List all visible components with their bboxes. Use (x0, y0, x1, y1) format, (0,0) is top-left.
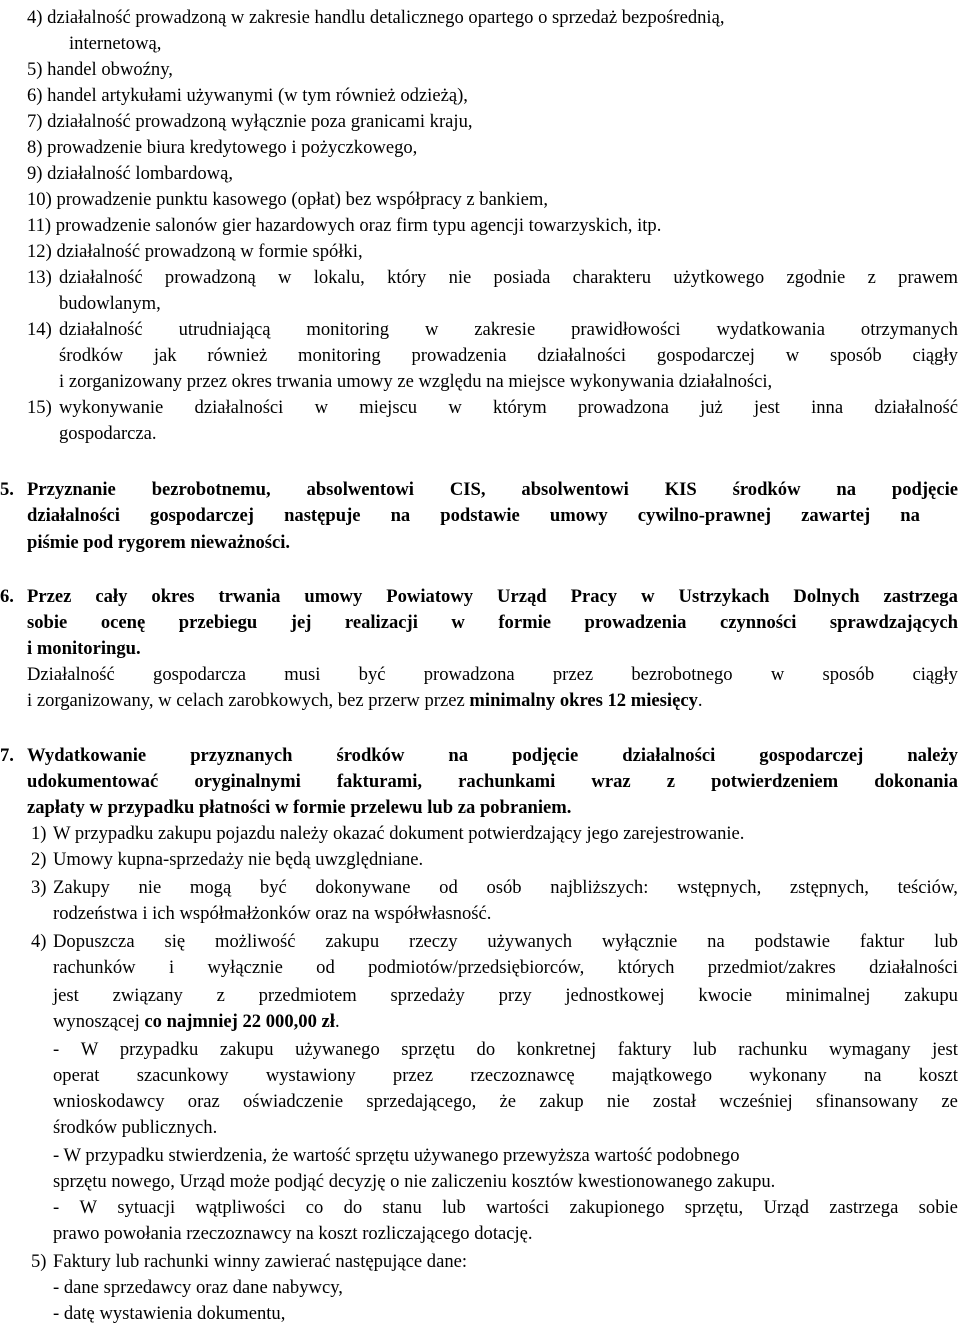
list-text-line-word: najbliższych: (550, 877, 649, 898)
list-text-line-word: wydatkowania (716, 319, 825, 340)
note-line (53, 1197, 958, 1221)
list-text-word: posiada (493, 267, 551, 288)
list-text: prowadzenie salonów gier hazardowych oraz firm typu agencji towarzyskich, itp. (55, 215, 662, 236)
list-text-line-word: związany (112, 985, 183, 1006)
paragraph-text-word: sposób (822, 664, 875, 685)
list-text-line-word: jak (153, 345, 177, 366)
list-text-line-word: w (424, 319, 439, 340)
note-text-word: przez (392, 1065, 434, 1086)
list-text-word: prawem (898, 267, 958, 288)
paragraph-text-word: być (358, 664, 386, 685)
heading-text-word: okres (151, 586, 195, 607)
note-text-word: wymagany (828, 1039, 911, 1060)
note-text-word: - (53, 1197, 60, 1218)
heading-text-word: na (448, 745, 469, 766)
heading-text-word: jej (290, 612, 312, 633)
heading-text-word: Dolnych (793, 586, 860, 607)
note-text-word: oraz (187, 1091, 220, 1112)
heading-text-word: środków (336, 745, 405, 766)
heading-text-word: absolwentowi (306, 479, 414, 500)
paragraph-line (27, 690, 703, 714)
list-item-continuation (59, 345, 958, 369)
list-item-continuation: i zorganizowany przez okres trwania umowy ze względu na miejsce wykonywania działalności, (59, 371, 773, 392)
heading-text-word: trwania (218, 586, 281, 607)
list-number: 15) (27, 397, 52, 418)
note-text-word: - (53, 1039, 60, 1060)
heading-text-word: przyznanych (190, 745, 293, 766)
list-text-line-word: inna (811, 397, 844, 418)
note-text-word: stanu (382, 1197, 422, 1218)
list-text-line-word: od (316, 957, 335, 978)
paragraph-text-word: w (770, 664, 785, 685)
list-item (27, 189, 548, 213)
heading-text-word: następuje (284, 505, 361, 526)
list-text-line-word: lub (934, 931, 958, 952)
list-text-line-word: już (700, 397, 723, 418)
list-text-line-word: w (448, 397, 462, 418)
note-text-word: sfinansowany (815, 1091, 919, 1112)
list-text-line-word: zstępnych, (789, 877, 869, 898)
section-heading-line (27, 745, 958, 769)
list-text-word: w (278, 267, 292, 288)
note-text-word: majątkowego (611, 1065, 713, 1086)
list-text-line-word: możliwość (214, 931, 296, 952)
note-text-word: na (863, 1065, 882, 1086)
list-number: 7) (27, 111, 48, 132)
heading-text-word: cały (95, 586, 128, 607)
note-text-word: wątpliwości (195, 1197, 286, 1218)
list-text-line-word: rachunków (53, 957, 136, 978)
heading-text-word: podstawie (440, 505, 520, 526)
list-text: prowadzenie punktu kasowego (opłat) bez współpracy z bankiem, (56, 189, 548, 210)
heading-text-word: Ustrzykach (678, 586, 770, 607)
list-text-line-word: których (617, 957, 675, 978)
note-text-word: został (652, 1091, 697, 1112)
heading-text-word: wraz (591, 771, 631, 792)
emphasis-text: co najmniej 22 000,00 zł (144, 1011, 335, 1032)
paragraph-text-word: przez (552, 664, 594, 685)
list-text (53, 931, 958, 955)
list-item (27, 163, 233, 187)
list-text-line-word: podstawie (754, 931, 831, 952)
list-text-line: wynoszącej (53, 1011, 145, 1032)
list-text-line-word: którym (493, 397, 547, 418)
heading-text-word: Urząd (497, 586, 547, 607)
note-text-word: przypadku (119, 1039, 199, 1060)
heading-text-word: formie (498, 612, 551, 633)
list-text-line-word: kwocie (698, 985, 753, 1006)
note-text-word: nie (606, 1091, 630, 1112)
list-item-continuation (53, 1011, 340, 1035)
note-line: prawo powołania rzeczoznawcy na koszt rozliczającego dotację. (53, 1223, 533, 1244)
list-text-line-word: Zakupy (53, 877, 110, 898)
list-item (27, 59, 173, 83)
list-text-line-word: sposób (830, 345, 882, 366)
list-item (27, 85, 468, 109)
list-text-line-word: wyłącznie (207, 957, 283, 978)
note-text-word: Urząd (763, 1197, 809, 1218)
section-heading-line (27, 586, 958, 610)
note-text-word: zakupionego (569, 1197, 665, 1218)
list-text: działalność prowadzoną w formie spółki, (56, 241, 363, 262)
note-text-word: operat (53, 1065, 100, 1086)
list-text-line-word: używanych (487, 931, 573, 952)
note-text-word: lub (692, 1039, 717, 1060)
list-item (27, 7, 724, 31)
note-text-word: do (343, 1197, 363, 1218)
list-number: 2) (31, 849, 47, 870)
list-text (53, 877, 958, 901)
note-text-word: wartości (486, 1197, 550, 1218)
heading-text-word: prowadzenia (584, 612, 687, 633)
heading-text-word: absolwentowi (521, 479, 629, 500)
heading-text-word: sprawdzających (829, 612, 958, 633)
list-text-line-word: prowadzenia (411, 345, 507, 366)
list-text: Faktury lub rachunki winny zawierać następujące dane: (53, 1251, 468, 1272)
list-text-line-word: przy (498, 985, 532, 1006)
section-number: 5. (0, 479, 14, 500)
list-text-word: zgodnie (786, 267, 846, 288)
list-text-line-word: rzeczy (409, 931, 458, 952)
heading-text-word: zawartej (801, 505, 871, 526)
section-heading-line: zapłaty w przypadku płatności w formie przelewu lub za pobraniem. (27, 797, 572, 818)
heading-text-word: gospodarczej (150, 505, 255, 526)
heading-text-word: gospodarczej (759, 745, 864, 766)
paragraph-line (27, 664, 958, 688)
note-text-word: sytuacji (117, 1197, 176, 1218)
list-text-line-word: sprzedaży (390, 985, 465, 1006)
heading-text-word: dokonania (874, 771, 958, 792)
note-text-word: co (305, 1197, 324, 1218)
note-line: - W przypadku stwierdzenia, że wartość sprzętu używanego przewyższa wartość podobnego (53, 1145, 740, 1166)
list-text-line-word: się (164, 931, 186, 952)
list-text-line-word: otrzymanych (860, 319, 958, 340)
note-text-word: wcześniej (719, 1091, 793, 1112)
list-text-line-word: w (314, 397, 329, 418)
list-item (27, 137, 417, 161)
heading-text-word: umowy (304, 586, 363, 607)
list-item-continuation: gospodarcza. (59, 423, 157, 444)
heading-text-word: działalności (27, 505, 120, 526)
note-text-word: faktury (617, 1039, 672, 1060)
heading-text-word: umowy (549, 505, 608, 526)
note-line (53, 1065, 958, 1089)
heading-text-word: sobie (27, 612, 68, 633)
heading-text-word: bezrobotnemu, (151, 479, 271, 500)
section-number: 7. (0, 745, 14, 766)
list-text-line-word: środków (59, 345, 124, 366)
heading-text-word: na (900, 505, 920, 526)
heading-text-word: Przez (27, 586, 72, 607)
list-number: 12) (27, 241, 57, 262)
list-text-line-word: nie (138, 877, 162, 898)
list-item-continuation (53, 957, 958, 981)
paragraph-text-word: musi (284, 664, 321, 685)
list-text-line-word: i (168, 957, 175, 978)
list-text-line-word: wyłącznie (601, 931, 678, 952)
note-line (53, 1091, 958, 1115)
paragraph-text-word: bezrobotnego (631, 664, 733, 685)
sub-list-item: - datę wystawienia dokumentu, (53, 1303, 286, 1324)
list-text-word: lokalu, (313, 267, 365, 288)
heading-text-word: w (641, 586, 655, 607)
list-text-line-word: działalność (874, 397, 958, 418)
list-text-line-word: na (707, 931, 725, 952)
note-text-word: rachunku (738, 1039, 808, 1060)
list-item-continuation (53, 985, 958, 1009)
list-text-line-word: zakupu (325, 931, 380, 952)
list-number: 14) (27, 319, 52, 340)
list-text-line-word: mogą (189, 877, 232, 898)
list-text-line-word: jest (53, 985, 79, 1006)
list-text-line-word: minimalnej (785, 985, 871, 1006)
list-text-line-word: działalności (869, 957, 958, 978)
note-text-word: ze (941, 1091, 958, 1112)
note-line: środków publicznych. (53, 1117, 218, 1138)
emphasis-text: minimalny okres 12 miesięcy (469, 690, 698, 711)
note-text-word: używanego (295, 1039, 380, 1060)
section-number: 6. (0, 586, 14, 607)
heading-text-word: ocenę (100, 612, 146, 633)
paragraph-text: i zorganizowany, w celach zarobkowych, bez przerw przez (27, 690, 470, 711)
heading-text-word: Pracy (570, 586, 618, 607)
list-text-line-word: utrudniającą (178, 319, 271, 340)
note-text-word: W (80, 1039, 99, 1060)
heading-text-word: KIS (664, 479, 697, 500)
heading-text-word: Przyznanie (27, 479, 116, 500)
list-item-continuation: rodzeństwa i ich współmałżonków oraz na współwłasność. (53, 903, 492, 924)
list-text-line-word: monitoring (298, 345, 381, 366)
list-number: 4) (27, 7, 48, 28)
list-text-line-word: wykonywanie (59, 397, 164, 418)
list-item-continuation: budowlanym, (59, 293, 161, 314)
note-text-word: rzeczoznawcę (470, 1065, 575, 1086)
heading-text-word: działalności (622, 745, 716, 766)
list-item (27, 215, 661, 239)
list-number: 11) (27, 215, 56, 236)
heading-text-word: środków (732, 479, 801, 500)
list-text-line-word: być (259, 877, 287, 898)
list-text (59, 319, 958, 343)
list-text-word: charakteru (572, 267, 652, 288)
list-text-word: który (387, 267, 427, 288)
list-text-line-word: przedmiotem (258, 985, 357, 1006)
list-text-line-word: zakresie (474, 319, 536, 340)
list-text-line-word: osób (486, 877, 522, 898)
heading-text-word: oryginalnymi (194, 771, 301, 792)
list-text-line-word: ciągły (912, 345, 958, 366)
list-text: działalność prowadzoną w zakresie handlu detalicznego opartego o sprzedaż bezpośrednią, (47, 7, 725, 28)
list-text (59, 397, 958, 421)
list-number: 4) (31, 931, 47, 952)
list-number: 3) (31, 877, 47, 898)
note-text-word: zakupu (219, 1039, 274, 1060)
note-text-word: jest (932, 1039, 958, 1060)
list-text-line: . (334, 1011, 340, 1032)
heading-text-word: rachunkami (458, 771, 556, 792)
note-text-word: wykonany (749, 1065, 827, 1086)
section-heading-line (27, 771, 958, 795)
heading-text-word: na (390, 505, 411, 526)
list-text-line-word: od (439, 877, 458, 898)
heading-text-word: udokumentować (27, 771, 159, 792)
heading-text-word: należy (907, 745, 958, 766)
note-line (53, 1039, 958, 1063)
list-text-line-word: wstępnych, (677, 877, 762, 898)
list-text: handel obwoźny, (47, 59, 173, 80)
section-heading-line (27, 612, 958, 636)
heading-text-word: w (451, 612, 465, 633)
list-text: handel artykułami używanymi (w tym również odzieżą), (47, 85, 468, 106)
list-text-line-word: teściów, (897, 877, 958, 898)
list-text-line-word: z (216, 985, 225, 1006)
list-item (27, 111, 473, 135)
section-heading-line: piśmie pod rygorem nieważności. (27, 532, 291, 553)
list-text-line-word: jest (754, 397, 780, 418)
note-text-word: oświadczenie (242, 1091, 344, 1112)
list-text: Umowy kupna-sprzedaży nie będą uwzględniane. (53, 849, 424, 870)
section-heading-line (27, 505, 920, 529)
list-text-word: z (867, 267, 876, 288)
list-text-word: prowadzoną (164, 267, 256, 288)
paragraph-text-word: gospodarcza (153, 664, 246, 685)
note-text-word: lub (442, 1197, 466, 1218)
note-text-word: sobie (918, 1197, 958, 1218)
note-text-word: zastrzega (829, 1197, 899, 1218)
list-text-word: działalność (59, 267, 143, 288)
list-number: 13) (27, 267, 52, 288)
note-text-word: sprzętu (401, 1039, 455, 1060)
list-text-line-word: miejscu (359, 397, 418, 418)
note-line: sprzętu nowego, Urząd może podjąć decyzję o nie zaliczeniu kosztów kwestionowanego zakupu. (53, 1171, 776, 1192)
list-text: W przypadku zakupu pojazdu należy okazać dokument potwierdzający jego zarejestrowanie. (53, 823, 745, 844)
note-text-word: do (476, 1039, 496, 1060)
list-text-line-word: podmiotów/przedsiębiorców, (368, 957, 585, 978)
list-number: 6) (27, 85, 48, 106)
heading-text-word: podjęcie (512, 745, 579, 766)
heading-text-word: CIS, (449, 479, 486, 500)
section-heading-line (27, 479, 958, 503)
list-number: 8) (27, 137, 48, 158)
heading-text-word: Powiatowy (386, 586, 474, 607)
list-text-line-word: Dopuszcza (53, 931, 135, 952)
note-text-word: W (79, 1197, 98, 1218)
note-text-word: zakup (539, 1091, 584, 1112)
list-text-line-word: działalności (537, 345, 627, 366)
list-text-line-word: przedmiot/zakres (707, 957, 836, 978)
list-text-line-word: prowadzona (577, 397, 669, 418)
list-text-line-word: dokonywane (315, 877, 411, 898)
list-number: 9) (27, 163, 48, 184)
list-text-line-word: gospodarczej (656, 345, 755, 366)
note-text-word: konkretnej (516, 1039, 597, 1060)
heading-text-word: na (836, 479, 857, 500)
list-text-line-word: również (207, 345, 268, 366)
note-text-word: koszt (918, 1065, 958, 1086)
list-number: 1) (31, 823, 47, 844)
list-text-line-word: prawidłowości (571, 319, 681, 340)
list-number: 10) (27, 189, 57, 210)
list-text-line-word: jednostkowej (565, 985, 665, 1006)
heading-text-word: potwierdzeniem (711, 771, 839, 792)
heading-text-word: czynności (719, 612, 797, 633)
note-text-word: wystawiony (265, 1065, 356, 1086)
note-text-word: szacunkowy (136, 1065, 229, 1086)
list-item (27, 241, 363, 265)
paragraph-text: . (697, 690, 703, 711)
list-text: prowadzenie biura kredytowego i pożyczkowego, (47, 137, 418, 158)
paragraph-text-word: Działalność (27, 664, 115, 685)
list-text-line-word: faktur (859, 931, 905, 952)
heading-text-word: zastrzega (883, 586, 958, 607)
list-text-line-word: działalność (59, 319, 143, 340)
list-text: działalność lombardową, (47, 163, 234, 184)
heading-text-word: przebiegu (178, 612, 258, 633)
section-heading-line: i monitoringu. (27, 638, 141, 659)
note-text-word: sprzętu, (684, 1197, 744, 1218)
list-text-word: nie (448, 267, 472, 288)
heading-text-word: fakturami, (336, 771, 423, 792)
heading-text-word: realizacji (344, 612, 418, 633)
paragraph-text-word: ciągły (912, 664, 958, 685)
heading-text-word: podjęcie (891, 479, 958, 500)
heading-text-word: cywilno-prawnej (637, 505, 772, 526)
note-text-word: sprzedającego, (366, 1091, 477, 1112)
sub-list-item: - dane sprzedawcy oraz dane nabywcy, (53, 1277, 343, 1298)
note-text-word: wnioskodawcy (53, 1091, 165, 1112)
list-text-line-word: działalności (194, 397, 284, 418)
list-item-continuation: internetową, (69, 33, 162, 54)
list-number: 5) (27, 59, 48, 80)
list-text-word: użytkowego (673, 267, 765, 288)
list-text-line-word: w (785, 345, 800, 366)
heading-text-word: z (666, 771, 676, 792)
list-text-justified (59, 267, 958, 291)
heading-text-word: Wydatkowanie (27, 745, 147, 766)
list-text-line-word: zakupu (904, 985, 958, 1006)
list-text-line-word: monitoring (306, 319, 390, 340)
list-number: 5) (31, 1251, 47, 1272)
list-text: działalność prowadzoną wyłącznie poza granicami kraju, (47, 111, 473, 132)
note-text-word: że (499, 1091, 517, 1112)
paragraph-text-word: prowadzona (423, 664, 515, 685)
